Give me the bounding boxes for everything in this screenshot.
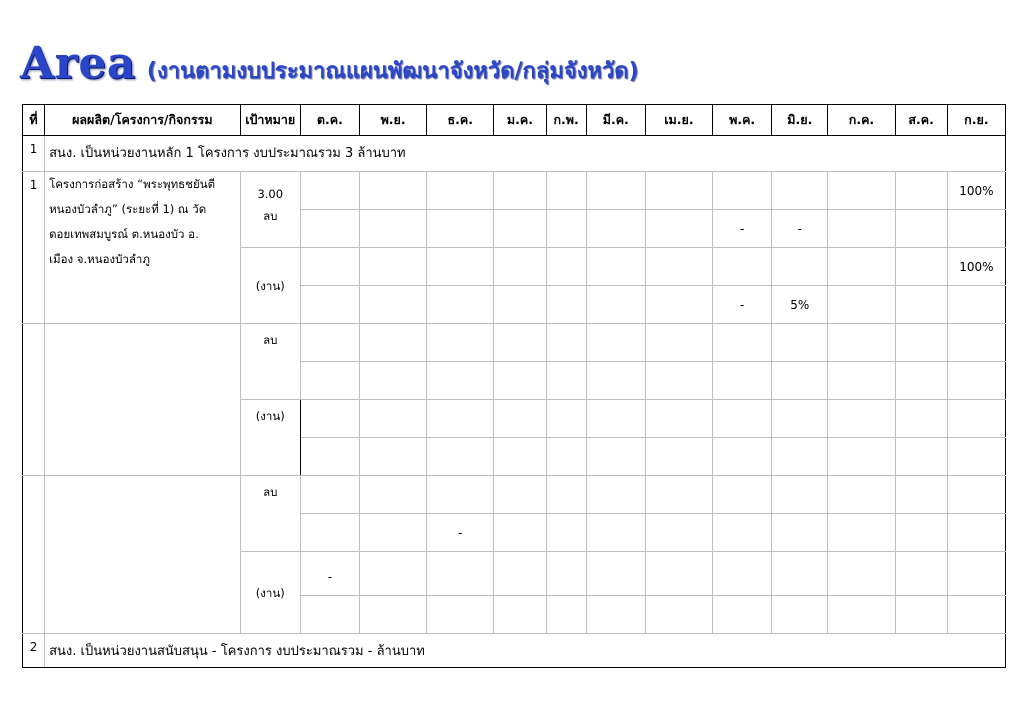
table-row <box>23 172 1006 210</box>
section-number: 2 <box>23 634 45 668</box>
section-number: 1 <box>23 136 45 172</box>
budget-result-may: - <box>713 210 772 248</box>
header-cell: ธ.ค. <box>427 105 494 136</box>
header-cell: ต.ค. <box>300 105 359 136</box>
project-name-line: โครงการก่อสร้าง “พระพุทธชยันตี <box>49 177 216 191</box>
table-row <box>23 324 1006 362</box>
plan-table <box>22 104 1006 668</box>
section-title: สนง. เป็นหน่วยงานสนับสนุน - โครงการ งบประมาณรวม - ล้านบาท <box>45 634 1006 668</box>
header-cell: พ.ย. <box>360 105 427 136</box>
budget-result-jun: - <box>772 210 828 248</box>
header-cell: ผลผลิต/โครงการ/กิจกรรม <box>45 105 241 136</box>
section-row-support <box>23 634 1006 668</box>
project-name-line: ดอยเทพสมบูรณ์ ต.หนองบัว อ. <box>49 227 199 241</box>
title-main: Area <box>20 38 136 89</box>
header-cell: มี.ค. <box>586 105 645 136</box>
header-cell: มิ.ย. <box>772 105 828 136</box>
project-name-line: เมือง จ.หนองบัวลำภู <box>49 252 150 266</box>
budget-target-cell <box>240 172 300 248</box>
budget-unit: ลบ <box>240 476 300 552</box>
budget-target-value: 3.00 <box>257 187 284 201</box>
budget-plan-sep: 100% <box>947 172 1005 210</box>
project-name-line: หนองบัวลำภู” (ระยะที่ 1) ณ วัด <box>49 202 207 216</box>
header-cell: พ.ค. <box>713 105 772 136</box>
header-cell: ม.ค. <box>494 105 546 136</box>
table-row <box>23 476 1006 514</box>
title-sub: (งานตามงบประมาณแผนพัฒนาจังหวัด/กลุ่มจังหวัด) <box>146 59 639 84</box>
budget-unit: ลบ <box>240 324 300 400</box>
header-row <box>23 105 1006 136</box>
work-unit: (งาน) <box>240 248 300 324</box>
header-cell: ก.ค. <box>828 105 895 136</box>
work-unit: (งาน) <box>240 400 300 476</box>
work-result-jun: 5% <box>772 286 828 324</box>
header-cell: ส.ค. <box>895 105 947 136</box>
header-cell: ที่ <box>23 105 45 136</box>
project-number: 1 <box>23 172 45 324</box>
header-cell: เป้าหมาย <box>240 105 300 136</box>
header-cell: ก.ย. <box>947 105 1005 136</box>
budget-result-dec: - <box>427 514 494 552</box>
page-title <box>20 38 639 88</box>
work-result-may: - <box>713 286 772 324</box>
work-unit: (งาน) <box>240 552 300 634</box>
project-name <box>45 172 241 324</box>
section-row-main <box>23 136 1006 172</box>
header-cell: ก.พ. <box>546 105 586 136</box>
header-cell: เม.ย. <box>645 105 712 136</box>
section-title: สนง. เป็นหน่วยงานหลัก 1 โครงการ งบประมาณรวม 3 ล้านบาท <box>45 136 1006 172</box>
work-plan-sep: 100% <box>947 248 1005 286</box>
budget-unit: ลบ <box>263 209 278 223</box>
work-plan-oct: - <box>300 552 359 596</box>
